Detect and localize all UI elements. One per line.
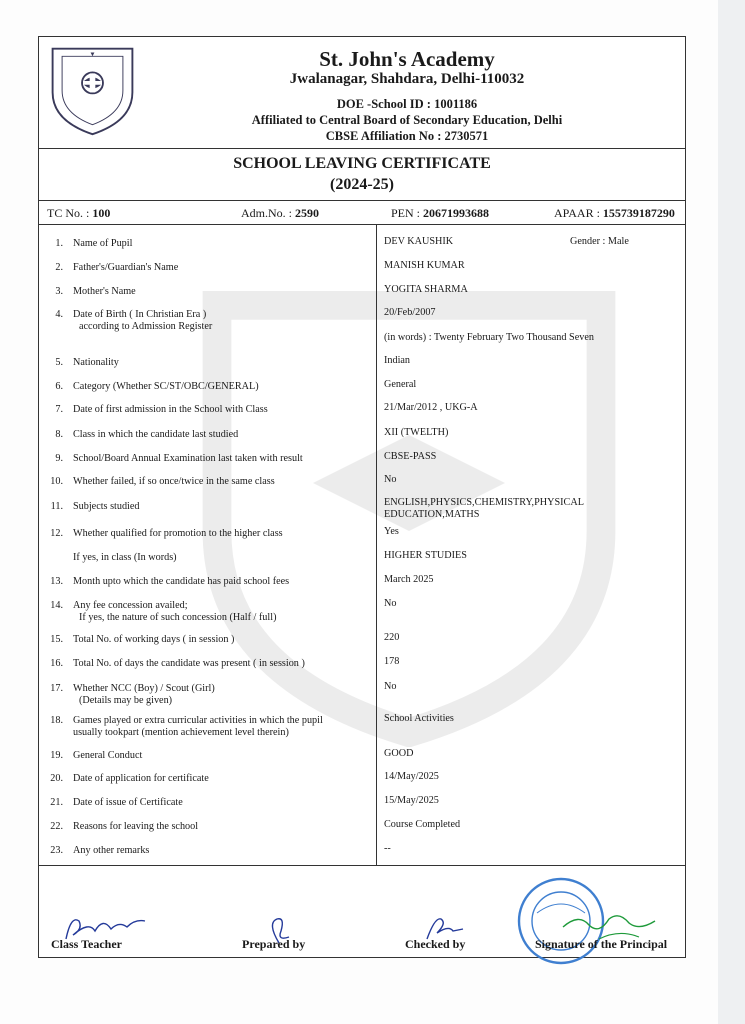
certificate-session: (2024-25): [330, 176, 394, 193]
pen-number: PEN : 20671993688: [391, 206, 490, 220]
school-name: St. John's Academy: [319, 47, 495, 71]
gender-field: Gender : Male: [570, 236, 629, 247]
certificate-frame: St. John's Academy Jwalanagar, Shahdara, Delhi-110032 DOE -School ID : 1001186 Affiliated to Central Board of Secondary Education, Delhi CBSE Affiliation No : 2730571 SCHOOL LEAVING CERTIFICATE (2024-25) TC No. : 100 Adm.No. : 2590 PEN : 20671993688 APAAR : 155739187290 Gender : Male 1. Name of Pupil DEV KAUSHIK 2. Father's/Guardian's Name MANISH KUMAR 3. Mother's Name YOGITA SHARMA 4. Date of Birth ( In Christian Era ) according to Admission Register 20/Feb/2007 (in words) : Twenty February Two Thousand Seven 5. Nationality Indian 6. Category (Whether SC/ST/OBC/GENERAL) General 7. Date of first admission in the School with Class 21/Mar/2012 , UKG-A 8. Class in which the candidate last studied XII (TWELTH) 9. School/Board Annual Examination last taken with result CBSE-PASS 10. Whether failed, if so once/twice in the same class No 11. Subjects studied ENGLISH,PHYSICS,CHEMISTRY,PHYSICAL EDUCATION,MATHS 12. Whether qualified for promotion to the higher class Yes If yes, in class (In words) HIGHER STUDIES 13. Month upto which the candidate has paid school fees March 2025 14. Any fee concession availed; If yes, the nature of such concession (Half / full) No 15. Total No. of working days ( in session ) 220 16. Total No. of days the candidate was present ( in session ) 178 17. Whether NCC (Boy) / Scout (Girl) (Details may be given) No 18. Games played or extra curricular activities in which the pupil usually tookpart (mention achievement level therein) School Activities 19. General Conduct GOOD 20. Date of application for certificate 14/May/2025 21. Date of issue of Certificate 15/May/2025 22. Reasons for leaving the school Course Completed 23. Any other remarks -- Class Teacher Prepared by Checked by Signature of the Principal: [38, 36, 686, 958]
checked-by-label: Checked by: [405, 937, 466, 951]
apaar-number: APAAR : 155739187290: [554, 206, 675, 220]
signature-section: [39, 865, 685, 959]
principal-signature-label: Signature of the Principal: [535, 937, 668, 951]
admission-number: Adm.No. : 2590: [241, 206, 319, 220]
prepared-by-label: Prepared by: [242, 937, 306, 951]
tc-number: TC No. : 100: [47, 206, 111, 220]
school-address: Jwalanagar, Shahdara, Delhi-110032: [289, 71, 525, 87]
affiliation-line: Affiliated to Central Board of Secondary Education, Delhi: [251, 113, 563, 127]
page-edge: [718, 0, 745, 1024]
identifier-row: [39, 201, 685, 225]
column-divider: [376, 225, 377, 865]
certificate-title-band: [39, 149, 685, 201]
school-header: [39, 37, 685, 149]
certificate-title: SCHOOL LEAVING CERTIFICATE: [233, 155, 491, 172]
cbse-affiliation-number: CBSE Affiliation No : 2730571: [325, 129, 489, 143]
class-teacher-label: Class Teacher: [51, 937, 123, 951]
doe-school-id: DOE -School ID : 1001186: [336, 97, 478, 111]
